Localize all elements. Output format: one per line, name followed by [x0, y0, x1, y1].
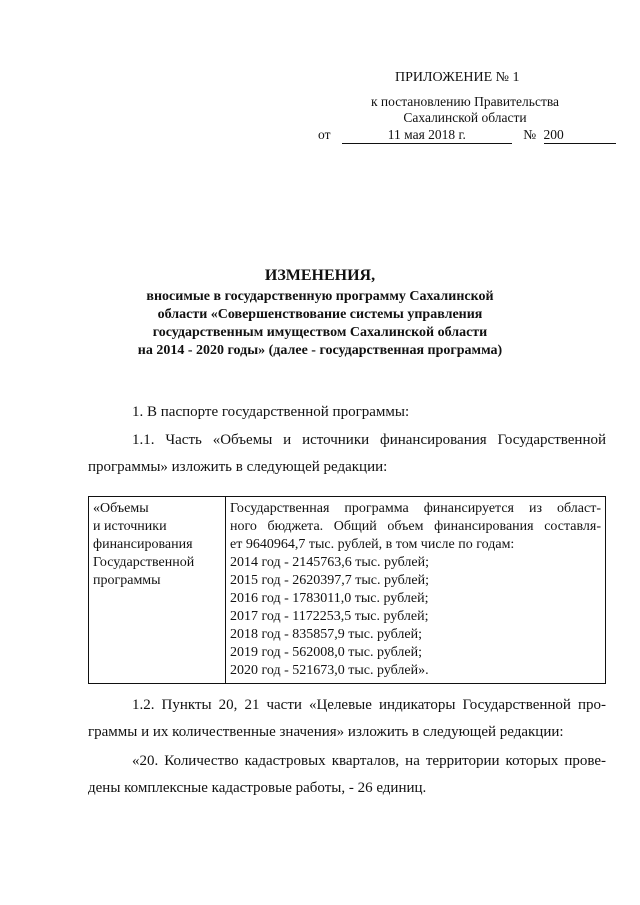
paragraph-20-line-1: «20. Количество кадастровых кварталов, на территории которых прове-: [132, 753, 606, 769]
title-line-1: вносимые в государственную программу Сахалинской: [146, 289, 494, 304]
document-date: 11 мая 2018 г.: [342, 127, 512, 144]
year-amount: 2017 год - 1172253,5 тыс. рублей;: [230, 609, 429, 624]
table-cell-content: [226, 497, 606, 684]
paragraph-20-line-2: дены комплексные кадастровые работы, - 26 единиц.: [88, 780, 427, 796]
number-label: №: [523, 127, 537, 142]
annex-line-2: Сахалинской области: [403, 110, 527, 125]
intro-line: Государственная программа финансируется из област-: [230, 501, 601, 516]
year-amount: 2016 год - 1783011,0 тыс. рублей;: [230, 591, 429, 606]
paragraph-1-2-line-1: 1.2. Пункты 20, 21 части «Целевые индикаторы Государственной про-: [132, 697, 606, 713]
label-line: финансирования: [93, 537, 193, 552]
table-row: [89, 497, 606, 684]
title-line-2: области «Совершенствование системы управления: [157, 307, 483, 322]
intro-line: ет 9640964,7 тыс. рублей, в том числе по годам:: [230, 537, 515, 552]
document-reference: [318, 127, 616, 144]
financing-table: [88, 496, 606, 684]
paragraph-1: 1. В паспорте государственной программы:: [132, 404, 410, 420]
label-line: «Объемы: [93, 501, 149, 516]
annex-title: ПРИЛОЖЕНИЕ № 1: [395, 70, 520, 85]
label-line: и источники: [93, 519, 167, 534]
from-label: от: [318, 127, 331, 142]
paragraph-1-1-line-1: 1.1. Часть «Объемы и источники финансирования Государственной: [132, 432, 606, 448]
document-number: 200: [544, 127, 616, 144]
intro-line: ного бюджета. Общий объем финансирования составля-: [230, 519, 601, 534]
year-amount: 2018 год - 835857,9 тыс. рублей;: [230, 627, 423, 642]
year-amount: 2014 год - 2145763,6 тыс. рублей;: [230, 555, 430, 570]
annex-line-1: к постановлению Правительства: [370, 94, 560, 109]
paragraph-1-1-line-2: программы» изложить в следующей редакции:: [88, 459, 388, 475]
year-amount: 2019 год - 562008,0 тыс. рублей;: [230, 645, 423, 660]
paragraph-1-2-line-2: граммы и их количественные значения» изложить в следующей редакции:: [88, 724, 564, 740]
page-title: ИЗМЕНЕНИЯ,: [264, 267, 376, 284]
title-line-3: государственным имуществом Сахалинской области: [152, 325, 488, 340]
label-line: Государственной: [93, 555, 195, 570]
year-amount: 2020 год - 521673,0 тыс. рублей».: [230, 663, 429, 678]
table-cell-label: [89, 497, 226, 684]
label-line: программы: [93, 573, 161, 588]
year-amount: 2015 год - 2620397,7 тыс. рублей;: [230, 573, 430, 588]
title-line-4: на 2014 - 2020 годы» (далее - государственная программа): [137, 343, 503, 358]
